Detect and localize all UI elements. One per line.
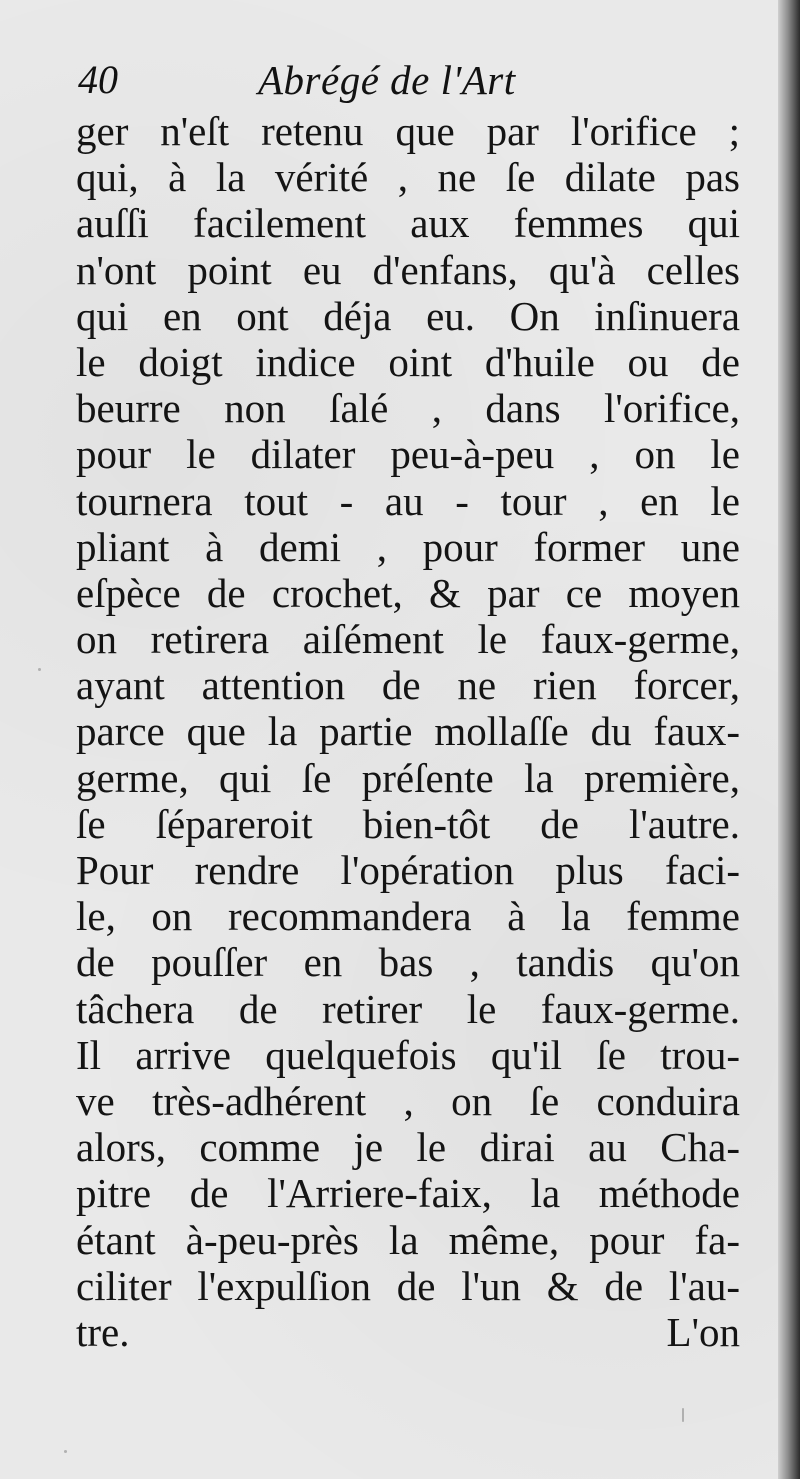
text-line: parce que la partie mollaſſe du faux-: [76, 708, 740, 755]
text-line: pliant à demi , pour former une: [76, 523, 740, 570]
text-line: Pour rendre l'opération plus faci-: [76, 847, 740, 893]
page-number: 40: [78, 57, 118, 102]
paper-speck: [64, 1450, 67, 1453]
text-line: ger n'eſt retenu que par l'orifice ;: [76, 108, 740, 154]
text-line: eſpèce de crochet, & par ce moyen: [76, 569, 740, 616]
text-line: ayant attention de ne rien forcer,: [76, 662, 740, 709]
page-edge-shadow: [778, 0, 800, 1479]
text-line: ſe ſépareroit bien-tôt de l'autre.: [76, 800, 740, 847]
text-line: auſſi facilement aux femmes qui: [76, 200, 740, 247]
body-text: [76, 108, 740, 1355]
text-line: pitre de l'Arriere-faix, la méthode: [76, 1170, 740, 1217]
text-line: on retirera aiſément le faux-germe,: [76, 616, 740, 663]
text-line: étant à-peu-près la même, pour fa-: [76, 1216, 740, 1263]
text-line: de pouſſer en bas , tandis qu'on: [76, 939, 740, 986]
text-line: qui, à la vérité , ne ſe dilate pas: [76, 154, 740, 201]
text-line: le doigt indice oint d'huile ou de: [76, 338, 740, 385]
text-line: Il arrive quelquefois qu'il ſe trou-: [76, 1031, 740, 1078]
text-line: alors, comme je le dirai au Cha-: [76, 1124, 740, 1171]
text-line: beurre non ſalé , dans l'orifice,: [76, 385, 740, 432]
text-line-last: tre. L'on: [76, 1308, 740, 1355]
text-line: germe, qui ſe préſente la première,: [76, 754, 740, 801]
text-line: qui en ont déja eu. On inſinuera: [76, 292, 740, 339]
paper-speck: [38, 668, 41, 671]
running-head: Abrégé de l'Art: [258, 57, 516, 103]
text-line: le, on recommandera à la femme: [76, 893, 740, 940]
text-line: n'ont point eu d'enfans, qu'à celles: [76, 246, 740, 293]
text-line: tournera tout - au - tour , en le: [76, 477, 740, 524]
page-header: [72, 52, 732, 108]
text-line: tâchera de retirer le faux-germe.: [76, 985, 740, 1032]
paper-speck: [682, 1408, 684, 1422]
text-line: pour le dilater peu-à-peu , on le: [76, 431, 740, 478]
text-line: ciliter l'expulſion de l'un & de l'au-: [76, 1262, 740, 1309]
text-line: ve très-adhérent , on ſe conduira: [76, 1077, 740, 1124]
